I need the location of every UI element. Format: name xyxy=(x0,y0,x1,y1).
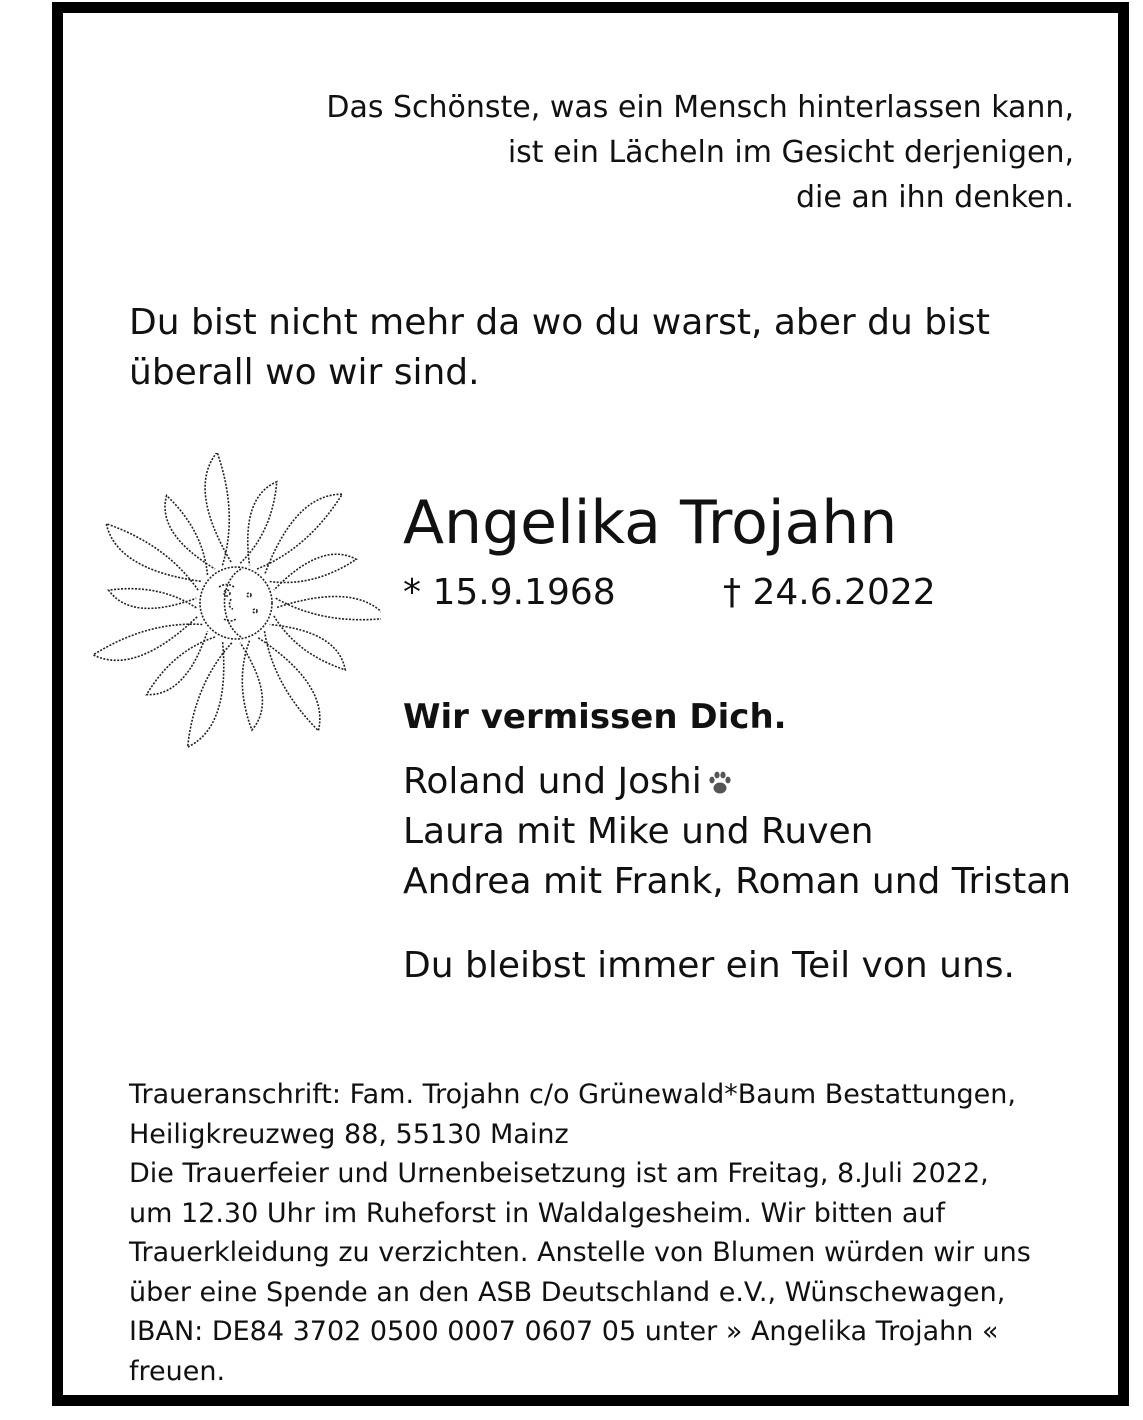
ceremony-line: über eine Spende an den ASB Deutschland e.V., Wünschewagen, xyxy=(129,1276,1006,1308)
sun-ray xyxy=(188,641,232,747)
death-date: † 24.6.2022 xyxy=(723,572,936,613)
deceased-name: Angelika Trojahn xyxy=(403,488,898,558)
paw-icon xyxy=(706,769,734,797)
quote-line: ist ein Lächeln im Gesicht derjenigen, xyxy=(507,135,1074,170)
sun-ray xyxy=(106,524,202,590)
sun-face-icon xyxy=(91,453,381,753)
ceremony-line: Die Trauerfeier und Urnenbeisetzung ist am Freitag, 8.Juli 2022, xyxy=(129,1158,989,1189)
closing-line: Du bleibst immer ein Teil von uns. xyxy=(403,945,1015,986)
address-line: Heiligkreuzweg 88, 55130 Mainz xyxy=(129,1118,569,1150)
motto-line: überall wo wir sind. xyxy=(129,352,480,393)
family-line: Andrea mit Frank, Roman und Tristan xyxy=(403,861,1072,902)
sun-ray xyxy=(257,631,320,731)
sun-ray xyxy=(257,494,342,575)
ceremony-line: IBAN: DE84 3702 0500 0007 0607 05 unter » Angelika Trojahn « xyxy=(129,1316,999,1347)
ceremony-line: Trauerkleidung zu verzichten. Anstelle von Blumen würden wir uns xyxy=(129,1237,1031,1268)
family-list xyxy=(403,757,1071,907)
quote-line: Das Schönste, was ein Mensch hinterlassen kann, xyxy=(326,90,1074,125)
quote xyxy=(214,85,1074,220)
sun-ray xyxy=(240,641,262,730)
sun-ray xyxy=(93,616,202,660)
life-dates xyxy=(403,569,936,617)
sun-ray xyxy=(276,596,381,619)
sun-ray xyxy=(109,589,197,609)
funeral-info xyxy=(129,1075,1119,1391)
motto xyxy=(129,298,1089,398)
sun-ray xyxy=(205,453,232,565)
address-line: Traueranschrift: Fam. Trojahn c/o Grünewald*Baum Bestattungen, xyxy=(129,1079,1016,1110)
sun-ray xyxy=(270,616,346,670)
ceremony-line: um 12.30 Uhr im Ruheforst in Waldalgesheim. Wir bitten auf xyxy=(129,1197,946,1229)
birth-date: * 15.9.1968 xyxy=(403,572,616,613)
miss-message: Wir vermissen Dich. xyxy=(403,697,787,737)
quote-line: die an ihn denken. xyxy=(795,180,1074,215)
sun-ray xyxy=(270,554,357,590)
family-line: Roland und Joshi xyxy=(403,757,1071,807)
obituary-frame xyxy=(52,2,1129,1406)
family-line: Laura mit Mike und Ruven xyxy=(403,811,874,852)
sun-ray xyxy=(240,482,277,566)
motto-line: Du bist nicht mehr da wo du warst, aber du bist xyxy=(129,302,990,343)
ceremony-line: freuen. xyxy=(129,1355,226,1387)
